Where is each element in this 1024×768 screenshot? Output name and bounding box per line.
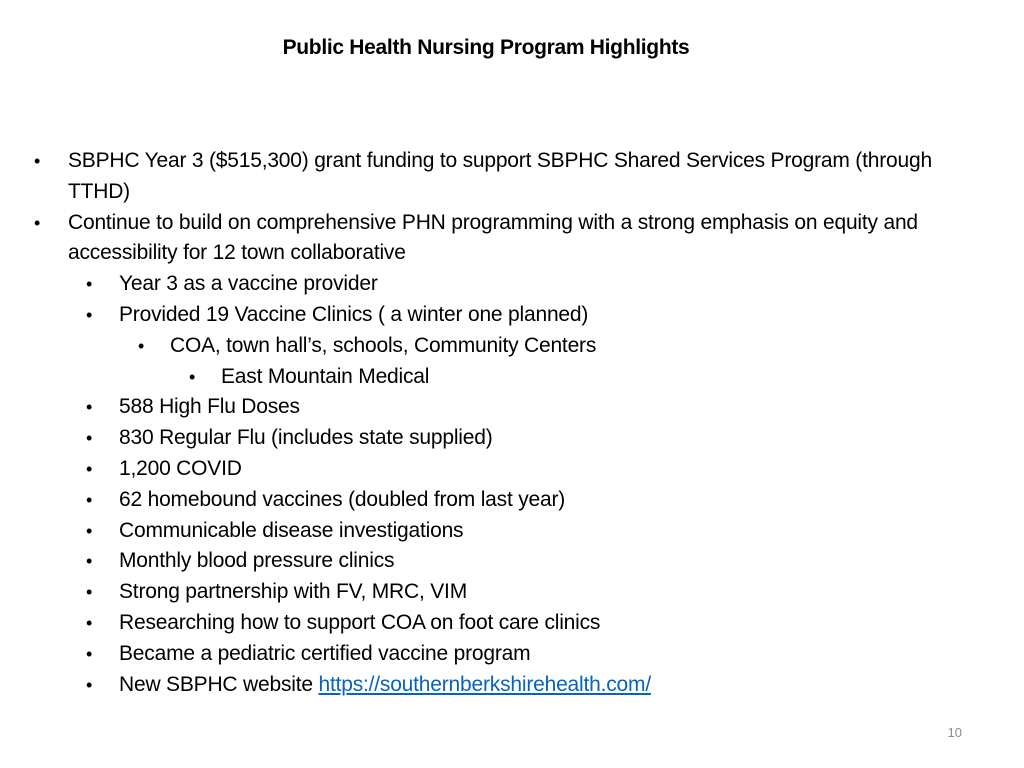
list-item-text: Researching how to support COA on foot care clinics	[119, 610, 601, 634]
list-item-text: Monthly blood pressure clinics	[119, 549, 395, 573]
slide-title: Public Health Nursing Program Highlights	[282, 36, 690, 59]
list-item-text: 62 homebound vaccines (doubled from last year)	[119, 487, 566, 511]
list-item-text: COA, town hall’s, schools, Community Centers	[170, 333, 597, 357]
list-item	[0, 269, 1000, 300]
list-item	[0, 392, 1000, 423]
list-item-text: Communicable disease investigations	[119, 518, 464, 542]
list-item-text: Became a pediatric certified vaccine program	[119, 641, 531, 665]
bullet-icon: •	[86, 397, 93, 418]
list-item	[0, 639, 1000, 670]
website-link[interactable]: https://southernberkshirehealth.com/	[318, 672, 651, 696]
bullet-icon: •	[86, 674, 93, 695]
bullet-icon: •	[86, 582, 93, 603]
list-item	[0, 423, 1000, 454]
list-item	[0, 516, 1000, 547]
list-item-text: 588 High Flu Doses	[119, 395, 300, 419]
list-item-text: Year 3 as a vaccine provider	[119, 272, 378, 296]
list-item-text: Provided 19 Vaccine Clinics ( a winter one planned)	[119, 302, 589, 326]
bullet-icon: •	[138, 335, 145, 356]
list-item-text: 1,200 COVID	[119, 456, 242, 480]
list-item	[0, 208, 948, 270]
bullet-icon: •	[86, 643, 93, 664]
bullet-icon: •	[86, 458, 93, 479]
bullet-icon: •	[86, 612, 93, 633]
bullet-list	[0, 146, 1000, 700]
list-item-text: Strong partnership with FV, MRC, VIM	[119, 580, 467, 604]
list-item-text: SBPHC Year 3 ($515,300) grant funding to support SBPHC Shared Services Program (through TTHD)	[68, 149, 932, 203]
bullet-icon: •	[86, 551, 93, 572]
bullet-icon: •	[86, 428, 93, 449]
bullet-icon: •	[34, 212, 41, 233]
list-item	[0, 485, 1000, 516]
list-item	[0, 300, 1000, 331]
bullet-icon: •	[34, 151, 41, 171]
bullet-icon: •	[86, 520, 93, 541]
list-item-text: 830 Regular Flu (includes state supplied)	[119, 426, 493, 450]
list-item	[0, 577, 1000, 608]
bullet-icon: •	[189, 366, 196, 387]
list-item-text: East Mountain Medical	[221, 364, 430, 388]
list-item	[0, 546, 1000, 577]
list-item	[0, 362, 1000, 393]
list-item	[0, 146, 948, 208]
bullet-icon: •	[86, 274, 93, 295]
list-item-text: New SBPHC website	[119, 672, 319, 696]
page-number: 10	[947, 725, 962, 740]
list-item	[0, 608, 1000, 639]
list-item-text: Continue to build on comprehensive PHN programming with a strong emphasis on equity and accessibility for 12 town collaborative	[68, 210, 918, 265]
list-item	[0, 670, 1000, 701]
bullet-icon: •	[86, 489, 93, 510]
list-item	[0, 454, 1000, 485]
bullet-icon: •	[86, 304, 93, 325]
list-item	[0, 331, 1000, 362]
